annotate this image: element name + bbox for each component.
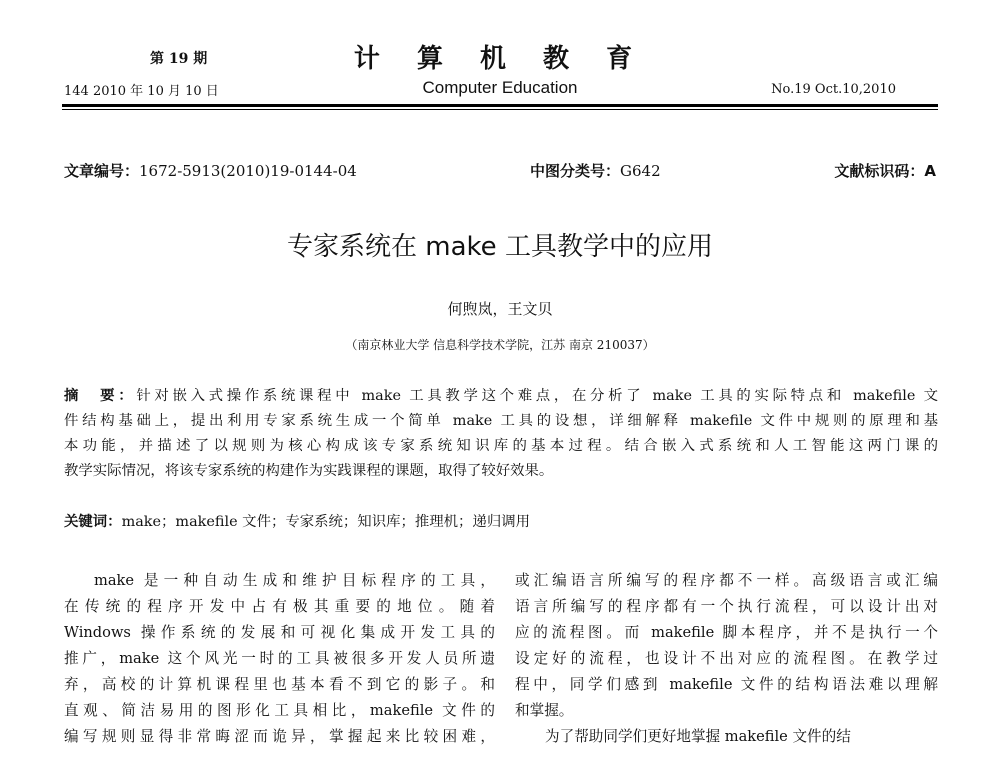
document-code-value: A [924, 162, 936, 180]
body-line: 应的流程图。而 makefile 脚本程序，并不是执行一个 [515, 624, 938, 641]
body-line: 推广，make 这个风光一时的工具被很多开发人员所遗 [64, 650, 495, 667]
classification-label: 中图分类号： [530, 162, 621, 180]
body-line: 弃，高校的计算机课程里也基本看不到它的影子。和 [64, 676, 495, 693]
document-code [834, 160, 936, 181]
body-line: 和掌握。 [515, 702, 574, 719]
issue-number-cn: 第 19 期 [150, 51, 208, 67]
issue-number-en: No.19 Oct.10,2010 [771, 82, 896, 97]
document-code-label: 文献标识码： [834, 162, 925, 180]
body-line: 为了帮助同学们更好地掌握 makefile 文件的结 [545, 728, 851, 745]
body-line: 编写规则显得非常晦涩而诡异，掌握起来比较困难， [64, 728, 495, 745]
authors: 何煦岚，王文贝 [447, 300, 553, 318]
body-line: 直观、简洁易用的图形化工具相比，makefile 文件的 [64, 702, 495, 719]
abstract-line: 教学实际情况，将该专家系统的构建作为实践课程的课题，取得了较好效果。 [64, 463, 554, 479]
classification-value: G642 [620, 162, 661, 180]
journal-title-en: Computer Education [422, 78, 578, 97]
body-line: 或汇编语言所编写的程序都不一样。高级语言或汇编 [515, 572, 938, 589]
header-rule-thin [62, 109, 938, 110]
abstract [64, 384, 938, 484]
body-column-left [64, 568, 495, 750]
classification-number [530, 160, 661, 181]
keywords-label: 关键词： [64, 514, 122, 530]
abstract-line [64, 384, 938, 409]
journal-title-cn: 计 算 机 教 育 [353, 44, 647, 74]
abstract-line: 本功能，并描述了以规则为核心构成该专家系统知识库的基本过程。结合嵌入式系统和人工智能这两门课的 [64, 438, 938, 454]
abstract-line: 件结构基础上，提出利用专家系统生成一个简单 make 工具的设想，详细解释 makefile 文件中规则的原理和基 [64, 413, 938, 429]
abstract-label: 摘 要： [64, 388, 137, 404]
article-number-value: 1672-5913(2010)19-0144-04 [139, 162, 357, 180]
keywords [64, 510, 530, 531]
body-column-right [515, 568, 938, 750]
paper-title: 专家系统在 make 工具教学中的应用 [287, 232, 713, 262]
body-line: Windows 操作系统的发展和可视化集成开发工具的 [64, 624, 495, 641]
body-line: 语言所编写的程序都有一个执行流程，可以设计出对 [515, 598, 938, 615]
keywords-text: make；makefile 文件；专家系统；知识库；推理机；递归调用 [121, 514, 530, 530]
affiliation: （南京林业大学 信息科学技术学院，江苏 南京 210037） [345, 338, 655, 352]
body-line: 设定好的流程，也设计不出对应的流程图。在教学过 [515, 650, 938, 667]
abstract-text: 针对嵌入式操作系统课程中 make 工具教学这个难点，在分析了 make 工具的实际特点和 makefile 文 [136, 388, 938, 404]
article-number-label: 文章编号： [64, 162, 140, 180]
body-line: 程中，同学们感到 makefile 文件的结构语法难以理解 [515, 676, 938, 693]
body-line: 在传统的程序开发中占有极其重要的地位。随着 [64, 598, 495, 615]
header-rule-thick [62, 104, 938, 107]
page-and-date: 144 2010 年 10 月 10 日 [64, 84, 219, 99]
body-line: make 是一种自动生成和维护目标程序的工具， [94, 572, 495, 589]
article-number [64, 160, 357, 181]
